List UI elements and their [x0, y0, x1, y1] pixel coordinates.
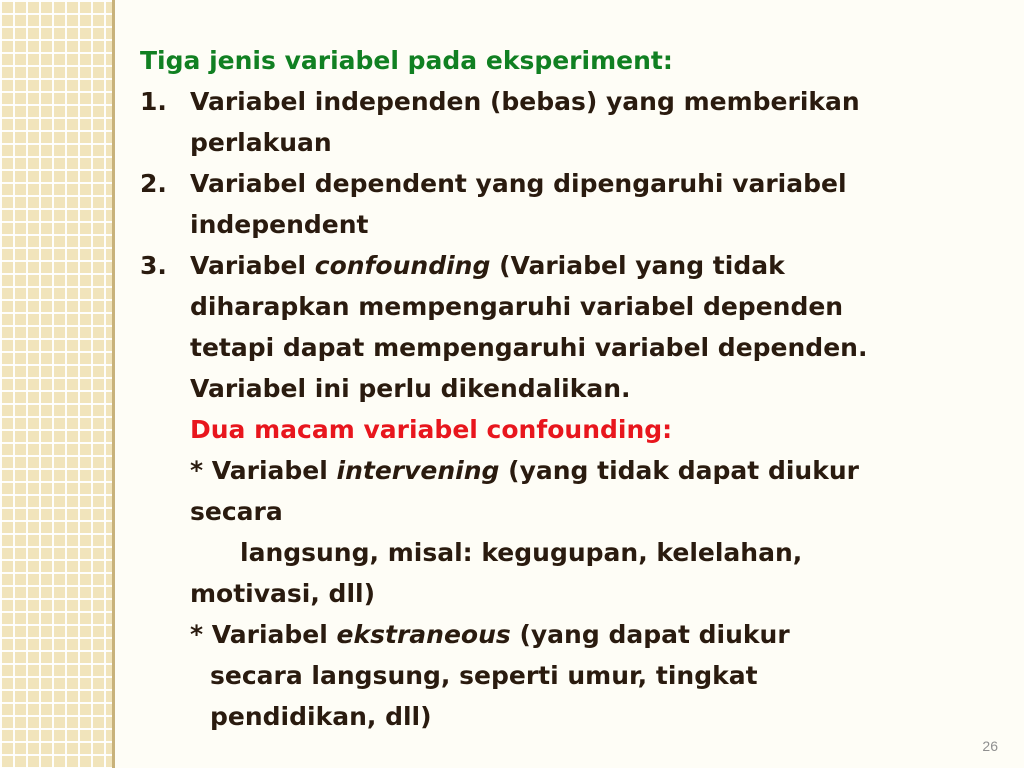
- list-item-2-line2: independent: [190, 210, 369, 239]
- slide-content: [140, 40, 1010, 737]
- list-number-1: 1.: [140, 87, 167, 116]
- list-item-1-line1: Variabel independen (bebas) yang memberikan: [190, 87, 860, 116]
- list-item-3: [140, 245, 1010, 409]
- confounding-subheading: Dua macam variabel confounding:: [190, 415, 673, 444]
- intervening-line4: motivasi, dll): [190, 579, 376, 608]
- intervening-line1: [140, 450, 1010, 491]
- ekstraneous-line3: pendidikan, dll): [210, 702, 432, 731]
- intervening-pre: * Variabel: [190, 456, 337, 485]
- intervening-term: intervening: [336, 456, 500, 485]
- list-item-2: [140, 163, 1010, 245]
- side-strip-border: [112, 0, 115, 768]
- ekstraneous-pre: * Variabel: [190, 620, 337, 649]
- list-item-3-line1: [190, 245, 1010, 286]
- list-item-1: [140, 81, 1010, 163]
- list-item-3-line4: Variabel ini perlu dikendalikan.: [190, 374, 631, 403]
- ekstraneous-term: ekstraneous: [336, 620, 511, 649]
- list-item-2-line1: Variabel dependent yang dipengaruhi variabel: [190, 169, 847, 198]
- list-item-3-line3: tetapi dapat mempengaruhi variabel dependen.: [190, 333, 868, 362]
- list-item-3-line1-pre: Variabel: [190, 251, 315, 280]
- intervening-line2: secara: [190, 497, 283, 526]
- intervening-line3: langsung, misal: kegugupan, kelelahan,: [240, 538, 803, 567]
- ekstraneous-post: (yang dapat diukur: [510, 620, 790, 649]
- confounding-term: confounding: [314, 251, 491, 280]
- list-item-3-line1-post: (Variabel yang tidak: [490, 251, 785, 280]
- slide-heading: Tiga jenis variabel pada eksperiment:: [140, 46, 673, 75]
- decorative-side-strip: [0, 0, 112, 768]
- list-number-3: 3.: [140, 251, 167, 280]
- list-number-2: 2.: [140, 169, 167, 198]
- list-item-1-line2: perlakuan: [190, 128, 332, 157]
- intervening-post: (yang tidak dapat diukur: [499, 456, 859, 485]
- page-number: 26: [982, 738, 998, 754]
- ekstraneous-line2: secara langsung, seperti umur, tingkat: [210, 661, 758, 690]
- ekstraneous-line1: [140, 614, 1010, 655]
- list-item-3-line2: diharapkan mempengaruhi variabel dependen: [190, 292, 844, 321]
